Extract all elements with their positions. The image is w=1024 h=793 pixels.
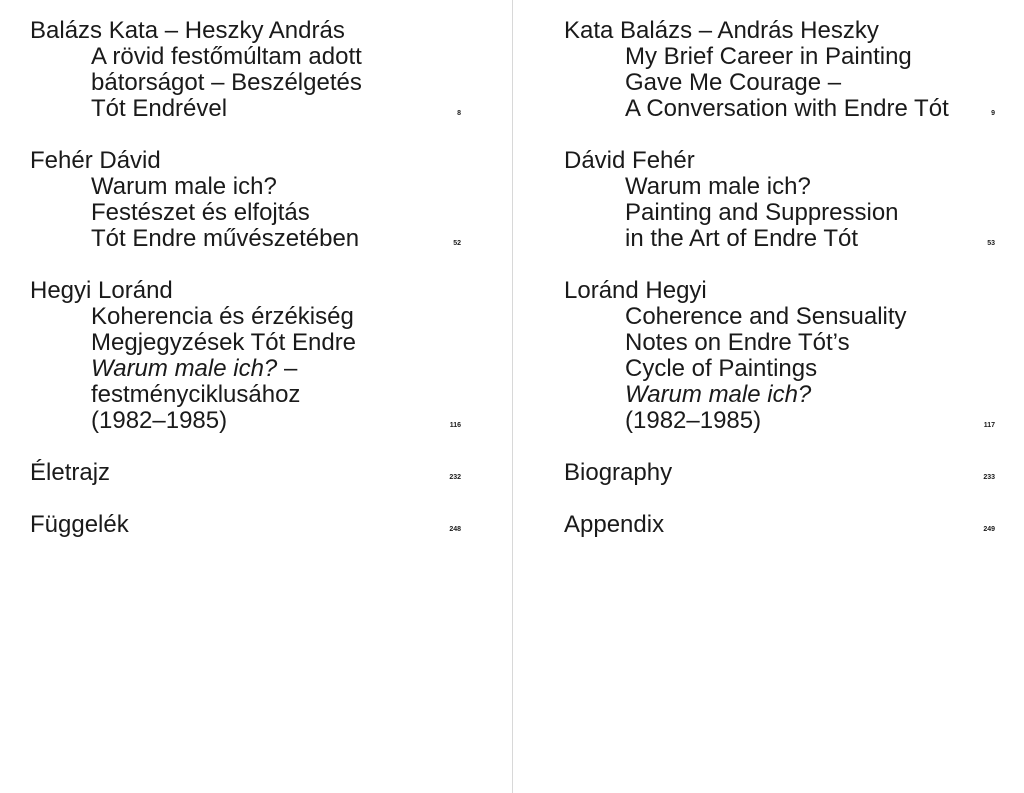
toc-entry[interactable] [564,460,1004,486]
toc-entry[interactable] [564,18,1004,122]
toc-page-number: 249 [983,526,995,533]
toc-page-number: 117 [983,422,995,429]
toc-title-text: Painting and Suppression [625,199,899,226]
toc-page-english [564,18,1004,564]
toc-page-number: 232 [449,474,461,481]
toc-title-text: in the Art of Endre Tót [625,225,859,252]
toc-entry-title [91,174,470,252]
toc-title-text: Warum male ich? [625,173,811,200]
page-gutter [512,0,513,793]
toc-page-number: 9 [991,110,995,117]
toc-title-text: Megjegyzések Tót Endre [91,329,357,356]
toc-title-line [91,44,470,70]
toc-title-text: Koherencia és érzékiség [91,303,354,330]
toc-entry-heading: Hegyi Loránd [30,277,173,304]
toc-title-line [625,44,1004,70]
toc-title-text: Cycle of Paintings [625,355,818,382]
toc-title-text: Tót Endre művészetében [91,225,360,252]
toc-entry-title [625,44,1004,122]
toc-title-line [91,96,470,122]
toc-entry-heading: Fehér Dávid [30,147,161,174]
toc-entry-heading: Loránd Hegyi [564,277,707,304]
toc-entry-title [625,304,1004,434]
toc-entry[interactable] [30,512,470,538]
toc-title-text: (1982–1985) [625,407,762,434]
toc-title-line [625,330,1004,356]
toc-title-line [625,70,1004,96]
toc-title-line [625,408,1004,434]
toc-title-text: Festészet és elfojtás [91,199,310,226]
toc-page-hungarian [30,18,470,564]
toc-entry-heading: Kata Balázs – András Heszky [564,17,879,44]
toc-title-line [91,330,470,356]
toc-entry[interactable] [564,278,1004,434]
toc-title-line [91,408,470,434]
toc-page-number: 52 [453,240,461,247]
toc-entry[interactable] [30,148,470,252]
toc-entry[interactable] [30,18,470,122]
toc-entry[interactable] [564,148,1004,252]
toc-title-line [625,96,1004,122]
toc-title-line [91,174,470,200]
toc-page-number: 53 [987,240,995,247]
toc-entry[interactable] [30,460,470,486]
toc-page-number: 8 [457,110,461,117]
toc-entry-heading: Biography [564,459,673,486]
toc-title-text: A Conversation with Endre Tót [625,95,949,122]
toc-title-text: festményciklusához [91,381,301,408]
toc-entry[interactable] [564,512,1004,538]
toc-title-line [625,382,1004,408]
toc-title-text: Warum male ich? [91,355,278,382]
toc-title-text: Tót Endrével [91,95,228,122]
toc-title-line [91,226,470,252]
toc-page-number: 233 [983,474,995,481]
toc-entry-heading: Appendix [564,511,665,538]
toc-entry[interactable] [30,278,470,434]
toc-entry-title [91,44,470,122]
toc-title-text: bátorságot – Beszélgetés [91,69,362,96]
toc-title-line [91,356,470,382]
toc-entry-heading: Dávid Fehér [564,147,695,174]
toc-title-text: Warum male ich? [625,381,812,408]
toc-title-text: Coherence and Sensuality [625,303,907,330]
toc-title-text: My Brief Career in Painting [625,43,912,70]
toc-entry-title [91,304,470,434]
toc-title-line [91,70,470,96]
toc-title-suffix: – [277,355,298,382]
toc-title-text: Notes on Endre Tót’s [625,329,850,356]
toc-page-number: 116 [449,422,461,429]
toc-title-line [91,200,470,226]
toc-title-line [625,356,1004,382]
toc-title-text: Warum male ich? [91,173,277,200]
toc-entry-title [625,174,1004,252]
toc-entry-heading: Függelék [30,511,129,538]
toc-entry-heading: Balázs Kata – Heszky András [30,17,345,44]
toc-title-text: A rövid festőmúltam adott [91,43,362,70]
toc-title-text: Gave Me Courage – [625,69,842,96]
toc-title-text: (1982–1985) [91,407,228,434]
toc-title-line [625,304,1004,330]
toc-title-line [625,200,1004,226]
toc-title-line [625,174,1004,200]
toc-page-number: 248 [449,526,461,533]
toc-title-line [91,304,470,330]
toc-title-line [91,382,470,408]
toc-title-line [625,226,1004,252]
toc-entry-heading: Életrajz [30,459,111,486]
